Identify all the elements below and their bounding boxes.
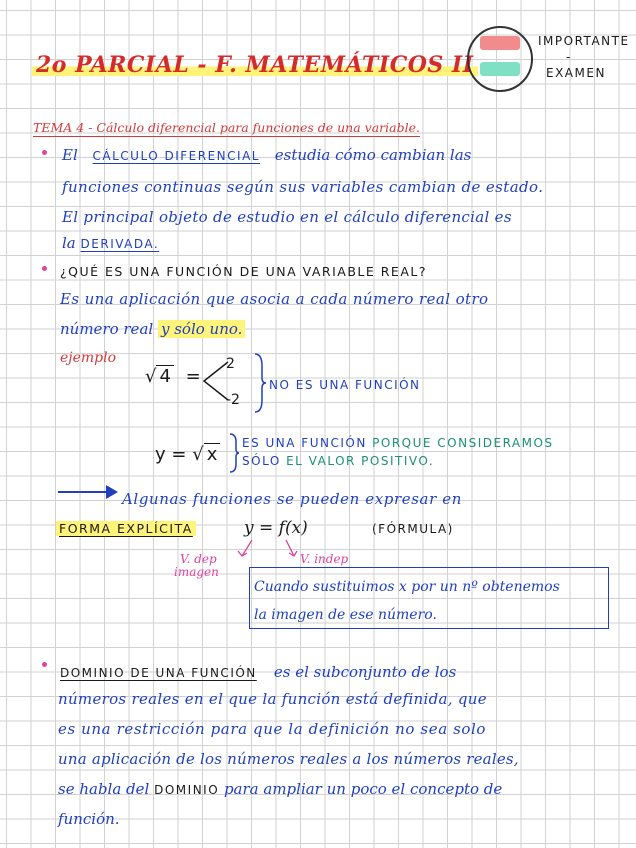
s3-line1: Algunas funciones se pueden expresar en	[122, 490, 462, 508]
example1-note: NO ES UNA FUNCIÓN	[269, 378, 421, 392]
example2-note-line1	[242, 436, 554, 450]
legend-exam-label: EXAMEN	[546, 66, 606, 80]
s4-line3: es una restricción para que la definición no sea solo	[58, 720, 487, 738]
s1-line3: El principal objeto de estudio en el cálculo diferencial es	[62, 208, 512, 226]
s1-line4-a: la	[62, 234, 76, 252]
bullet-2	[42, 266, 47, 271]
s2-line2	[60, 320, 245, 338]
example1-equals: =	[185, 366, 201, 387]
vindep-label: V. indep	[300, 552, 349, 566]
s2-line2-highlight: y sólo uno.	[158, 320, 245, 338]
sqrt-icon: √	[145, 366, 157, 387]
s4-line6: función.	[58, 810, 120, 828]
example2-brace-icon	[228, 432, 240, 474]
exam-swatch	[480, 62, 520, 76]
box-line1: Cuando sustituimos x por un nº obtenemos	[254, 579, 560, 595]
s4-line1-b: es el subconjunto de los	[273, 663, 457, 681]
s1-line1-a: El	[62, 146, 78, 164]
annotation-arrows-icon	[230, 538, 310, 562]
important-swatch	[480, 36, 520, 50]
box-line2: la imagen de ese número.	[254, 607, 437, 623]
example2-note2-b: EL VALOR POSITIVO.	[286, 454, 435, 468]
arrow-right-icon	[58, 491, 110, 493]
example2-expr	[155, 444, 220, 465]
example1-brace-icon	[253, 352, 267, 414]
s1-line1-b: estudia cómo cambian las	[274, 146, 472, 164]
formula: y = f(x)	[244, 518, 308, 538]
example2-lhs: y =	[155, 444, 187, 465]
sqrt-icon-2: √	[192, 444, 204, 465]
arrowhead-icon	[106, 485, 118, 499]
s2-line1: Es una aplicación que asocia a cada número real otro	[60, 290, 489, 308]
example2-note2-a: SÓLO	[242, 454, 281, 468]
s1-line1	[62, 146, 471, 164]
example1-bottom: -2	[226, 392, 240, 408]
example2-note-line2	[242, 454, 434, 468]
topic-heading: TEMA 4 - Cálculo diferencial para funciones de una variable.	[33, 120, 420, 135]
example1-top: 2	[226, 356, 235, 372]
s1-term-derivada: DERIVADA.	[80, 237, 160, 251]
s4-line5	[58, 780, 502, 798]
page-title: 2o PARCIAL - F. MATEMÁTICOS II	[32, 52, 478, 78]
s4-line5-a: se habla del	[58, 780, 150, 798]
s1-term-calculo: CÁLCULO DIFERENCIAL	[92, 149, 260, 163]
example2-radicand: x	[204, 443, 221, 465]
s4-term-dominio: DOMINIO DE UNA FUNCIÓN	[60, 666, 257, 680]
bullet-4	[42, 662, 47, 667]
s2-question: ¿QUÉ ES UNA FUNCIÓN DE UNA VARIABLE REAL?	[60, 264, 427, 279]
s4-line5-b: para ampliar un poco el concepto de	[223, 780, 503, 798]
formula-note: (FÓRMULA)	[372, 522, 454, 536]
legend-dash: -	[566, 50, 571, 64]
s4-line1	[60, 662, 456, 681]
example2-note1-a: ES UNA FUNCIÓN	[242, 436, 367, 450]
s4-line2: números reales en el que la función está definida, que	[58, 690, 487, 708]
s1-line4	[62, 234, 159, 252]
s4-term-dominio-2: DOMINIO	[154, 783, 220, 797]
example2-note1-b: PORQUE CONSIDERAMOS	[372, 436, 554, 450]
imagen-label: imagen	[174, 565, 219, 579]
example-label: ejemplo	[60, 350, 117, 366]
explicit-form-label: FORMA EXPLÍCITA	[56, 521, 196, 536]
s1-line2: funciones continuas según sus variables cambian de estado.	[62, 178, 544, 196]
example1-sqrt	[145, 366, 201, 387]
legend-important-label: IMPORTANTE	[538, 34, 630, 48]
s4-line4: una aplicación de los números reales a los números reales,	[58, 750, 519, 768]
vdep-label: V. dep	[180, 552, 217, 566]
example1-radicand: 4	[156, 365, 173, 387]
bullet-1	[42, 150, 47, 155]
s2-line2-a: número real	[60, 320, 154, 338]
